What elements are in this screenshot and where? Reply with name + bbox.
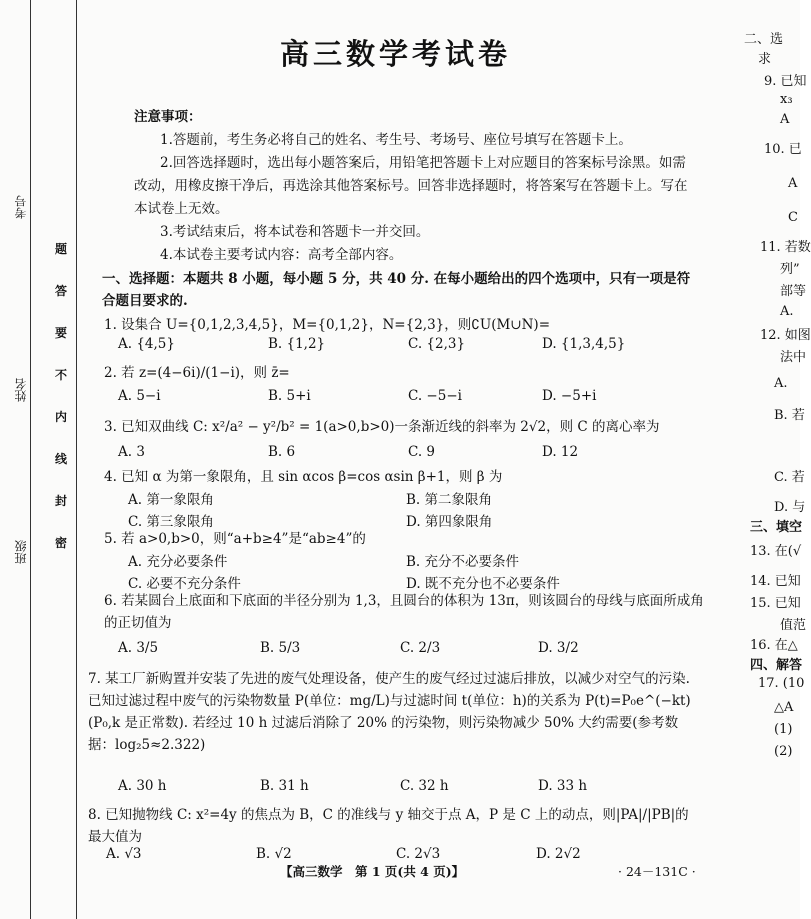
seal-char: 内: [54, 410, 67, 424]
option: A. {4,5}: [118, 336, 175, 352]
question-stem: 4. 已知 α 为第一象限角，且 sin αcos β=cos αsin β+1，则 β 为: [104, 469, 503, 485]
binding-line-inner: [76, 0, 77, 919]
option: B. 31 h: [260, 778, 309, 794]
edge-text: 12. 如图: [760, 328, 811, 343]
question-stem: 7. 某工厂新购置并安装了先进的废气处理设备，使产生的废气经过过滤后排放，以减少对空气的污染. 已知过滤过程中废气的污染物数量 P(单位：mg/L)与过滤时间 t(单位：h)的关系为 P(t)=P₀e^(−kt)(P₀,k 是正常数). 若经过 10 h 过滤后消除了 20% 的污染物，则污染物减少 50% 大约需要(参考数据：log₂5≈2.322): [88, 671, 691, 753]
edge-text: A: [780, 112, 790, 127]
seal-warning: [50, 240, 72, 576]
page-title: 高三数学考试卷: [280, 37, 512, 71]
option: A. √3: [106, 846, 142, 862]
option: C. 2/3: [400, 640, 441, 656]
edge-text: A.: [774, 376, 788, 391]
notes-item: 2.回答选择题时，选出每小题答案后，用铅笔把答题卡上对应题目的答案标号涂黑。如需改动，用橡皮擦干净后，再选涂其他答案标号。回答非选择题时，将答案写在答题卡上。写在本试卷上无效。: [134, 155, 688, 217]
edge-text: A.: [780, 304, 794, 319]
edge-text: C: [788, 210, 798, 225]
option: D. 33 h: [538, 778, 588, 794]
option: C. 32 h: [400, 778, 449, 794]
label-xingming: 姓名: [14, 378, 28, 402]
option: D. −5+i: [542, 388, 597, 404]
option: A. 第一象限角: [128, 492, 214, 508]
edge-text: x₃: [780, 92, 793, 107]
question-stem: 1. 设集合 U={0,1,2,3,4,5}，M={0,1,2}，N={2,3}，则∁U(M∪N)=: [104, 317, 551, 333]
edge-text: C. 若: [774, 470, 805, 485]
option: A. 30 h: [118, 778, 167, 794]
question-stem: 3. 已知双曲线 C: x²/a² − y²/b² = 1(a>0,b>0)一条渐近线的斜率为 2√2，则 C 的离心率为: [104, 419, 660, 435]
option: A. 3: [118, 444, 145, 460]
notes-block: [134, 106, 694, 267]
question-stem: 8. 已知抛物线 C: x²=4y 的焦点为 B，C 的准线与 y 轴交于点 A，P 是 C 上的动点，则|PA|/|PB|的最大值为: [88, 807, 689, 845]
edge-text: 三、填空: [750, 520, 803, 535]
edge-text: △A: [774, 700, 794, 715]
option: B. {1,2}: [268, 336, 326, 352]
seal-char: 要: [54, 326, 67, 340]
edge-text: 13. 在(√: [750, 544, 802, 559]
edge-text: 部等: [780, 284, 807, 299]
option: D. 3/2: [538, 640, 579, 656]
question-stem: 5. 若 a>0,b>0，则“a+b≥4”是“ab≥4”的: [104, 531, 366, 547]
option: B. 5+i: [268, 388, 311, 404]
option: B. √2: [256, 846, 292, 862]
option: B. 5/3: [260, 640, 301, 656]
edge-text: D. 与: [774, 500, 806, 515]
edge-text: A: [788, 176, 798, 191]
label-kaohao: 考号: [14, 195, 28, 219]
seal-char: 封: [54, 494, 67, 508]
notes-item: 1.答题前，考生务必将自己的姓名、考生号、考场号、座位号填写在答题卡上。: [160, 132, 632, 148]
edge-text: 求: [758, 52, 772, 67]
option: D. 第四象限角: [406, 514, 493, 530]
edge-text: (1): [774, 722, 793, 737]
edge-text: 四、解答: [750, 658, 803, 673]
option: C. 第三象限角: [128, 514, 214, 530]
edge-text: 10. 已: [764, 142, 802, 157]
edge-text: 9. 已知: [764, 74, 807, 89]
label-banji: 班级: [14, 540, 28, 564]
notes-item: 4.本试卷主要考试内容：高考全部内容。: [160, 247, 403, 263]
seal-char: 线: [54, 452, 67, 466]
option: B. 6: [268, 444, 296, 460]
option: B. 第二象限角: [406, 492, 493, 508]
edge-text: 法中: [780, 350, 807, 365]
page-footer: 【高三数学 第 1 页(共 4 页)】: [280, 864, 465, 879]
edge-text: 二、选: [744, 32, 784, 47]
option: C. {2,3}: [408, 336, 466, 352]
option: D. 既不充分也不必要条件: [406, 576, 560, 592]
edge-text: 11. 若数: [760, 240, 811, 255]
option: C. 9: [408, 444, 436, 460]
notes-item: 3.考试结束后，将本试卷和答题卡一并交回。: [160, 224, 430, 240]
edge-text: 16. 在△: [750, 638, 798, 653]
edge-text: 列”: [780, 262, 800, 277]
option: A. 3/5: [118, 640, 159, 656]
section-heading: 一、选择题：本题共 8 小题，每小题 5 分，共 40 分. 在每小题给出的四个选项中，只有一项是符合题目要求的.: [102, 271, 691, 309]
option: D. 12: [542, 444, 579, 460]
binding-line-outer: [30, 0, 31, 919]
notes-heading: 注意事项：: [134, 109, 202, 125]
option: C. 必要不充分条件: [128, 576, 241, 592]
edge-text: (2): [774, 744, 793, 759]
paper-code: · 24－131C ·: [618, 864, 696, 879]
seal-char: 答: [54, 284, 67, 298]
edge-text: 15. 已知: [750, 596, 801, 611]
option: D. {1,3,4,5}: [542, 336, 626, 352]
edge-text: 17. (10: [758, 676, 805, 691]
edge-text: B. 若: [774, 408, 805, 423]
option: C. 2√3: [396, 846, 441, 862]
edge-text: 14. 已知: [750, 574, 801, 589]
seal-char: 不: [54, 368, 67, 382]
option: B. 充分不必要条件: [406, 554, 520, 570]
option: A. 充分必要条件: [128, 554, 228, 570]
edge-text: 值范: [780, 618, 807, 633]
question-stem: 6. 若某圆台上底面和下底面的半径分别为 1,3，且圆台的体积为 13π，则该圆台的母线与底面所成角的正切值为: [104, 593, 704, 631]
option: D. 2√2: [536, 846, 581, 862]
seal-char: 密: [54, 536, 67, 550]
option: A. 5−i: [118, 388, 161, 404]
question-stem: 2. 若 z=(4−6i)/(1−i)，则 z̄=: [104, 365, 290, 381]
seal-char: 题: [54, 242, 67, 256]
next-page-edge: [744, 0, 811, 919]
option: C. −5−i: [408, 388, 462, 404]
